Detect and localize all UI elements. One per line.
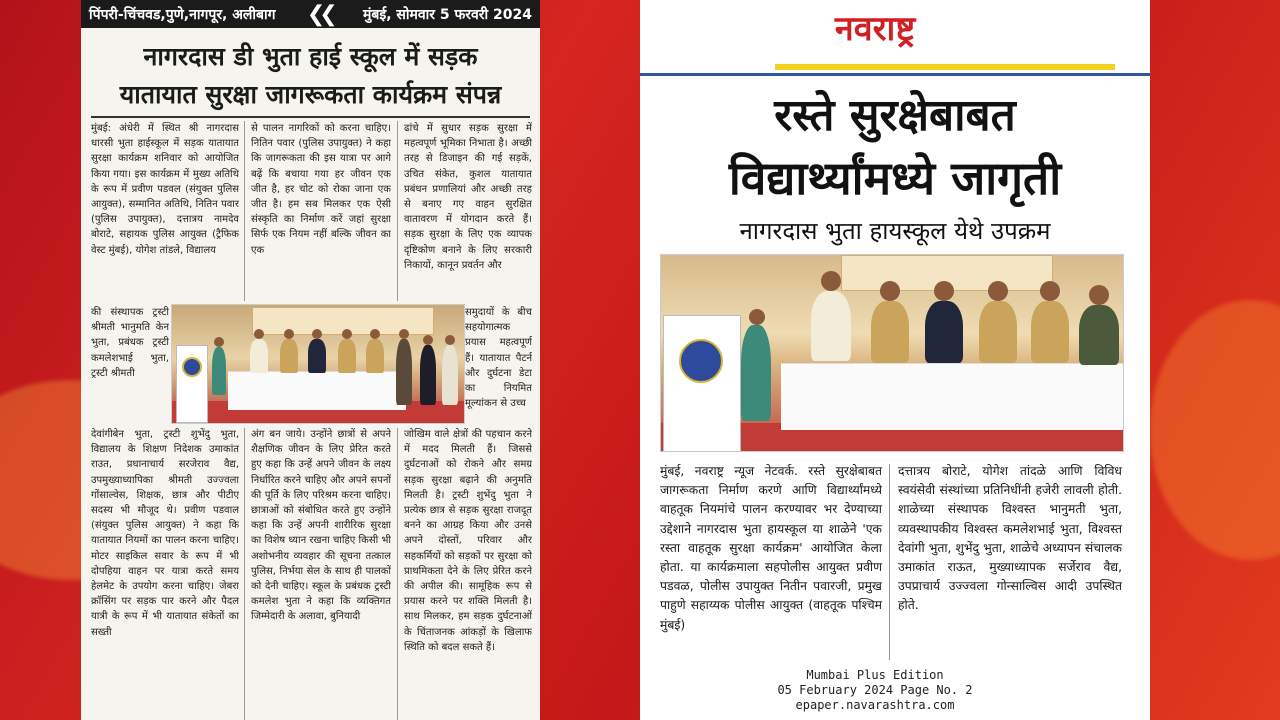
photo-person (396, 339, 412, 405)
article-column-1 (660, 462, 882, 635)
photo-person-head (284, 329, 294, 339)
subheadline: नागरदास भुता हायस्कूल येथे उपक्रम (739, 217, 1051, 245)
headline-line-2: विद्यार्थ्यांमध्ये जागृती (728, 151, 1062, 205)
photo-person (366, 339, 384, 373)
article-column-1-wrap: की संस्थापक ट्रस्टी श्रीमती भानुमति केन भुता, प्रबंधक ट्रस्टी कमलेशभाई भुता, ट्रस्टी श्रीमती (91, 307, 169, 379)
photo-person (420, 345, 436, 405)
hindi-news-clipping (81, 0, 540, 720)
photo-person-head (1040, 281, 1060, 301)
edition-footer (640, 668, 1110, 713)
photo-person (979, 301, 1017, 363)
headline-line-1: रस्ते सुरक्षेबाबत (774, 90, 1016, 141)
photo-person (212, 347, 226, 395)
article-column-1-text: मुंबई, नवराष्ट्र न्यूज नेटवर्क. रस्ते सुरक्षेबाबत जागरूकता निर्माण करणे आणि विद्यार्थ्यांमध्ये वाहतूक नियमांचे पालन करण्यावर भर देण्याच्या उद्देशाने नागरदास भुता हायस्कूल या शाळेने 'एक रस्ता वाहतूक सुरक्षा कार्यक्रम' आयोजित केला होता. या कार्यक्रमाला सहपोलीस आयुक्त प्रवीण पडवळ, पोलीस उपायुक्त नितीन पवारजी, प्रमुख पाहुणे सहाय्यक पोलीस आयुक्त (वाहतूक पश्चिम मुंबई) (660, 464, 882, 632)
headline-line-2: यातायात सुरक्षा जागरूकता कार्यक्रम संपन्न (119, 80, 502, 109)
article-column-3-top: ढांचे में सुधार सड़क सुरक्षा में महत्वपूर्ण भूमिका निभाता है। अच्छी तरह से डिजाइन की गई सड़कें, उचित संकेत, कुशल यातायात प्रबंधन प्रणालियां और अच्छी तरह से बनाए गए वाहन सुरक्षित वातावरण में योगदान करते हैं। सड़क सुरक्षा के लिए एक व्यापक दृष्टिकोण बनाने के लिए सरकारी निकायों, कानून प्रवर्तन और (404, 123, 532, 271)
photo-person-head (214, 337, 224, 347)
photo-person-head (821, 271, 841, 291)
event-photo (171, 304, 465, 424)
column-divider (244, 428, 245, 720)
photo-person-head (342, 329, 352, 339)
newspaper-brand: नवराष्ट्र (834, 9, 916, 49)
photo-person (280, 339, 298, 373)
background-glow (1150, 300, 1280, 560)
column-divider (244, 121, 245, 301)
photo-person (250, 339, 268, 373)
headline (81, 38, 540, 114)
photo-person (1079, 305, 1119, 365)
photo-person-head (934, 281, 954, 301)
article-column-1-bottom: देवांगीबेन भुता, ट्रस्टी शुभेंदु भुता, विद्यालय के शिक्षण निदेशक उमाकांत राउत, प्रधानाचार्य सरजेराव वैद्य, उपमुख्याध्यापिका श्रीमती उज्ज्वला गोंसाल्वेस, शिक्षक, छात्र और पीटीए सदस्य भी मौजूद थे। प्रवीण पडवाल (संयुक्त पुलिस आयुक्त) ने कहा कि यातायात नियमों का पालन करना चाहिए। मोटर साइकिल सवार के रूप में भी दोपहिया वाहन पर यात्रा करते समय हेलमेट के उपयोग करना चाहिए। जेबरा क्रॉसिंग पर सड़क पार करने और पैदल यात्री के रूप में भी यातायात संकेतों का सख्ती (91, 429, 239, 638)
article-column-2-bottom: अंग बन जाये। उन्होंने छात्रों से अपने शैक्षणिक जीवन के लिए प्रेरित करते हुए कहा कि उन्हें अपने जीवन के लक्ष्य निर्धारित करने चाहिए और अपने सपनों की पूर्ति के लिए परिश्रम करना चाहिए। छात्राओं को संबोधित करते हुए उन्होंने कहा कि उन्हें अपनी शारीरिक सुरक्षा का विशेष ध्यान रखना चाहिए किसी भी अशोभनीय व्यवहार की सूचना तत्काल पुलिस, निर्भया सेल के साथ ही पालकों को देनी चाहिए। स्कूल के प्रबंधक ट्रस्टी कमलेश भुता ने कहा कि व्यक्तिगत जिम्मेदारी के अलावा, बुनियादी (251, 429, 391, 623)
marathi-news-clipping (640, 0, 1150, 720)
article-column-3-wrap: समुदायों के बीच सहयोगात्मक प्रयास महत्वपूर्ण हैं। यातायात पैटर्न और दुर्घटना डेटा का नियमित मूल्यांकन से उच्च (465, 307, 532, 410)
photo-table (228, 371, 406, 410)
footer-url: epaper.navarashtra.com (795, 698, 955, 712)
header-dateline: मुंबई, सोमवार 5 फरवरी 2024 (362, 6, 532, 23)
header-cities: पिंपरी-चिंचवड,पुणे,नागपूर, अलीबाग (89, 6, 276, 23)
photo-person (811, 291, 851, 361)
photo-person-head (445, 335, 455, 345)
photo-person (741, 325, 771, 421)
photo-person-head (988, 281, 1008, 301)
photo-person (871, 301, 909, 363)
school-logo-icon (679, 339, 723, 383)
photo-person-head (880, 281, 900, 301)
school-logo-icon (182, 357, 202, 377)
chevrons-icon: ❮❮ (306, 1, 332, 27)
article-column-2-top: से पालन नागरिकों को करना चाहिए। नितिन पवार (पुलिस उपायुक्त) ने कहा कि जागरूकता की इस यात्रा पर आगे बढ़ें कि बचाया गया हर जीवन एक जीत है, हर चोट को रोका जाना एक जीत है। हम सब मिलकर एक ऐसी संस्कृति का निर्माण करें जहां सुरक्षा सिर्फ एक नियम नहीं बल्कि जीवन का एक (251, 123, 391, 256)
photo-person-head (749, 309, 765, 325)
brand-bar-yellow (775, 64, 1115, 70)
clipping-header (81, 0, 540, 28)
headline-line-1: नागरदास डी भुता हाई स्कूल में सड़क (143, 42, 478, 71)
photo-person-head (254, 329, 264, 339)
headline-rule (91, 116, 530, 118)
photo-person-head (399, 329, 409, 339)
article-column-1-top: मुंबई: अंधेरी में स्थित श्री नागरदास धारसी भुता हाईस्कूल में सड़क यातायात सुरक्षा कार्यक्रम शनिवार को आयोजित किया गया। इस कार्यक्रम में मुख्य अतिथि के रूप में प्रवीण पडवल (संयुक्त पुलिस आयुक्त), सम्मानित अतिथि, नितिन पवार (पुलिस उपायुक्त), दत्तात्रय नामदेव बोराटे, सहायक पुलिस आयुक्त (ट्रैफिक वेस्ट मुंबई), योगेश तांडले, विद्यालय (91, 123, 239, 256)
article-column-2 (898, 462, 1122, 616)
photo-person (308, 339, 326, 373)
footer-date-page: 05 February 2024 Page No. 2 (777, 683, 973, 697)
photo-person-head (423, 335, 433, 345)
article-column-3-bottom: जोखिम वाले क्षेत्रों की पहचान करने में मदद मिलती हैं। जिससे दुर्घटनाओं को रोकने और समग्र सड़क सुरक्षा बढ़ाने की अनुमति मिलती है। ट्रस्टी शुभेंदु भुता ने प्रत्येक छात्र से सड़क सुरक्षा राजदूत बनने का आग्रह किया और उनसे अपने दोस्तों, परिवार और सहकर्मियों को सड़कों पर सुरक्षा को प्राथमिकता देने के लिए प्रेरित करने की अपील की। सामूहिक रूप से प्रयास करने पर शक्ति मिलती है। साथ मिलकर, हम सड़क दुर्घटनाओं के चिंताजनक आंकड़ों के खिलाफ स्थिति को बदल सकते हैं। (404, 429, 532, 653)
photo-person-head (370, 329, 380, 339)
footer-edition: Mumbai Plus Edition (806, 668, 944, 682)
photo-table (781, 363, 1123, 430)
column-divider (889, 464, 890, 660)
photo-person (1031, 301, 1069, 363)
photo-person-head (312, 329, 322, 339)
column-divider (397, 428, 398, 720)
event-photo (660, 254, 1124, 452)
photo-person (925, 301, 963, 363)
photo-person (338, 339, 356, 373)
article-column-2-text: दत्तात्रय बोराटे, योगेश तांदळे आणि विविध स्वयंसेवी संस्थांच्या प्रतिनिधींनी हजेरी लावली होती. शाळेच्या संस्थापक विश्वस्त भानुमती भुता, व्यवस्थापकीय विश्वस्त कमलेशभाई भुता, विश्वस्त देवांगी भुता, शुभेंदु भुता, शाळेचे अध्यापन संचालक उमाकांत राऊत, मुख्याध्यापक सर्जेराव वैद्य, उपप्राचार्य उज्ज्वला गोन्साल्विस आदी उपस्थित होते. (898, 464, 1122, 613)
photo-person (442, 345, 458, 405)
photo-podium (663, 315, 741, 452)
photo-person-head (1089, 285, 1109, 305)
brand-bar-blue (640, 73, 1150, 76)
column-divider (397, 121, 398, 301)
